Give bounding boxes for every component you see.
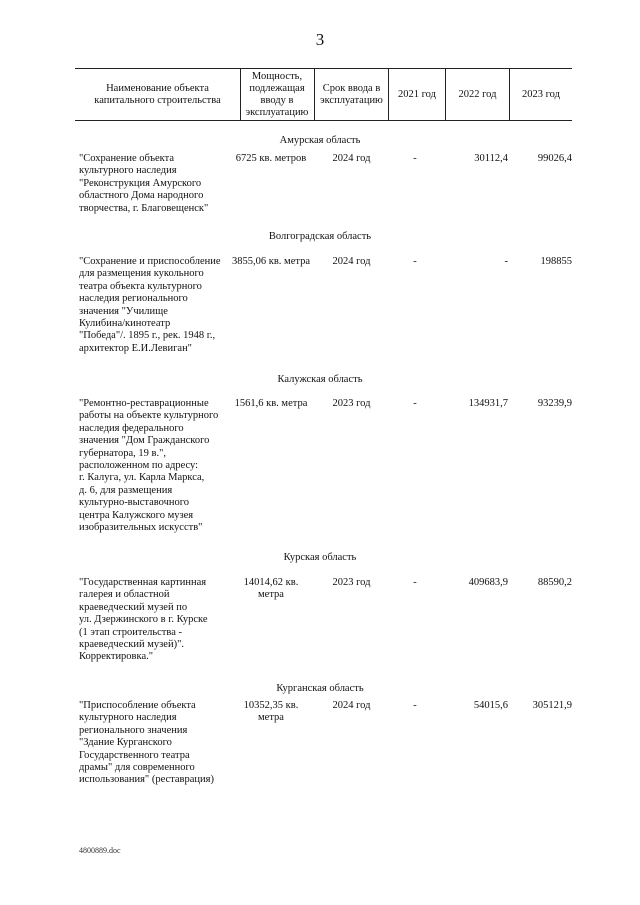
- header-2023: 2023 год: [522, 88, 560, 100]
- value-2022: 409683,9: [468, 577, 508, 588]
- header-name: Наименование объекта капитального строительства: [94, 82, 221, 106]
- value-2022: -: [504, 256, 508, 267]
- value-2023: 305121,9: [532, 700, 572, 711]
- table-row: [0, 577, 640, 663]
- header-term: Срок ввода в эксплуатацию: [320, 82, 383, 106]
- table-header: [75, 68, 572, 121]
- object-term: 2023 год: [332, 398, 371, 409]
- page-number: 3: [315, 30, 325, 49]
- object-name: "Сохранение объекта культурного наследия "Реконструкция Амурского областного Дома народного творчества, г. Благовещенск": [79, 153, 209, 214]
- object-capacity: 3855,06 кв. метра: [232, 256, 310, 267]
- region-heading: Курская область: [283, 552, 357, 563]
- object-term: 2024 год: [332, 700, 371, 711]
- value-2021: -: [413, 398, 417, 409]
- object-name: "Приспособление объекта культурного наследия регионального значения "Здание Курганского Государственного театра драмы" для современного использования" (реставрация): [79, 700, 214, 786]
- object-term: 2024 год: [332, 153, 371, 164]
- object-name: "Ремонтно-реставрационные работы на объекте культурного наследия федерального значения "Дом Гражданского губернатора, 19 в.", расположенном по адресу: г. Калуга, ул. Карла Маркса, д. 6, для размещения культурно-выставочного центра Калужского музея изобразительных искусств": [79, 398, 219, 534]
- value-2021: -: [413, 153, 417, 164]
- object-name: "Государственная картинная галерея и областной краеведческий музей по ул. Дзержинского в г. Курске (1 этап строительства - краеведческий музей)". Корректировка.": [79, 577, 208, 663]
- value-2023: 93239,9: [537, 398, 572, 409]
- object-capacity: 6725 кв. метров: [235, 153, 307, 164]
- value-2021: -: [413, 700, 417, 711]
- object-term: 2024 год: [332, 256, 371, 267]
- object-term: 2023 год: [332, 577, 371, 588]
- table-row: [0, 398, 640, 534]
- table-row: [0, 700, 640, 786]
- region-heading: Волгоградская область: [268, 231, 372, 242]
- header-2021: 2021 год: [398, 88, 436, 100]
- table-row: [0, 256, 640, 354]
- region-heading: Калужская область: [277, 374, 363, 385]
- value-2023: 198855: [540, 256, 572, 267]
- object-name: "Сохранение и приспособление для размещения кукольного театра объекта культурного наследия регионального значения "Училище Кулибина/кинотеатр "Победа"/. 1895 г., рек. 1948 г., архитектор Е.И.Левиган": [79, 256, 221, 354]
- value-2022: 134931,7: [468, 398, 508, 409]
- value-2023: 88590,2: [537, 577, 572, 588]
- value-2021: -: [413, 577, 417, 588]
- table-row: [0, 153, 640, 214]
- value-2022: 54015,6: [473, 700, 508, 711]
- object-capacity: 1561,6 кв. метра: [234, 398, 308, 409]
- object-capacity: 10352,35 кв. метра: [243, 700, 299, 724]
- header-capacity: Мощность, подлежащая вводу в эксплуатацию: [245, 70, 309, 118]
- file-name: 4800889.doc: [79, 846, 121, 855]
- region-heading: Амурская область: [279, 135, 361, 146]
- value-2023: 99026,4: [537, 153, 572, 164]
- region-heading: Курганская область: [276, 683, 364, 694]
- value-2021: -: [413, 256, 417, 267]
- value-2022: 30112,4: [474, 153, 508, 164]
- header-2022: 2022 год: [458, 88, 497, 100]
- object-capacity: 14014,62 кв. метра: [243, 577, 299, 601]
